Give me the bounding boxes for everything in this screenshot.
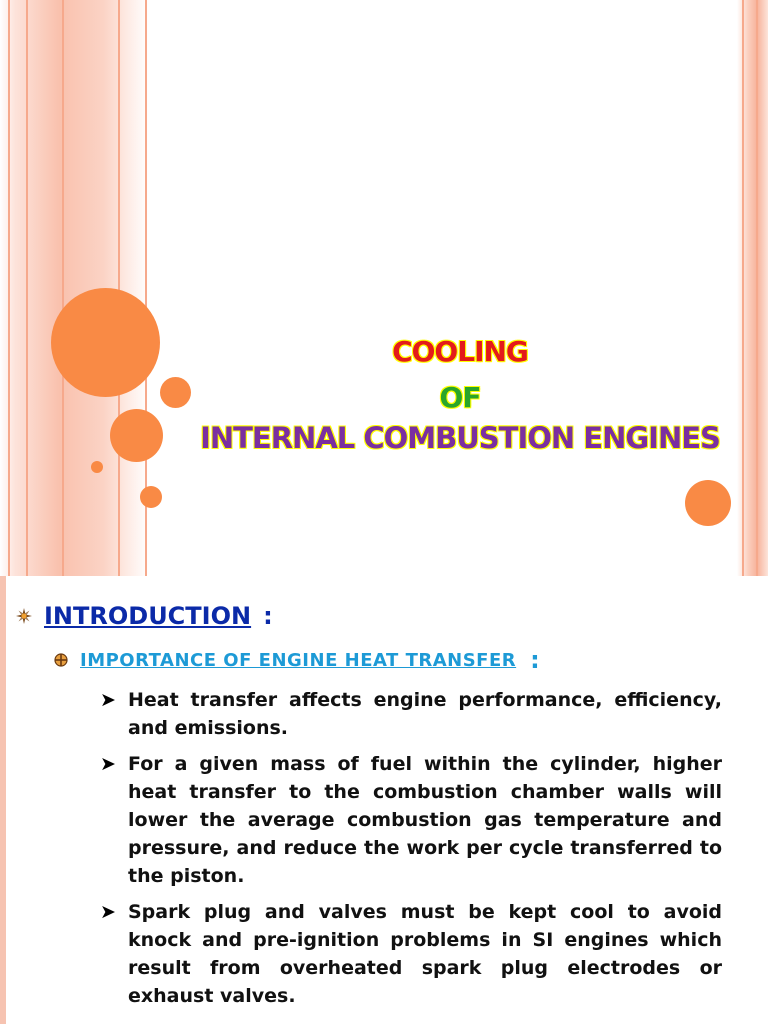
decorative-circle-small bbox=[91, 461, 103, 473]
decorative-circle bbox=[685, 480, 731, 526]
decorative-circle bbox=[110, 409, 163, 462]
introduction-heading bbox=[16, 602, 273, 630]
circle-cross-icon bbox=[54, 653, 68, 667]
decorative-line bbox=[8, 0, 10, 576]
bullet-list bbox=[100, 686, 722, 1018]
decorative-line bbox=[756, 0, 758, 576]
list-item-text: For a given mass of fuel within the cylinder, higher heat transfer to the combustion chamber walls will lower the average combustion gas temperature and pressure, and reduce the work per cycle transferred to the piston. bbox=[128, 753, 722, 887]
arrow-right-icon: ➤ bbox=[100, 753, 116, 775]
decorative-line bbox=[62, 0, 64, 576]
title-line-of: OF bbox=[439, 381, 481, 414]
list-item-text: Heat transfer affects engine performance, efficiency, and emissions. bbox=[128, 689, 722, 739]
heading-text: INTRODUCTION bbox=[44, 602, 252, 630]
list-item bbox=[100, 750, 722, 890]
subheading-text: IMPORTANCE OF ENGINE HEAT TRANSFER bbox=[80, 649, 517, 671]
arrow-right-icon: ➤ bbox=[100, 689, 116, 711]
title-line-cooling: COOLING bbox=[392, 335, 528, 368]
arrow-right-icon: ➤ bbox=[100, 901, 116, 923]
content-slide bbox=[0, 576, 768, 1024]
importance-subheading bbox=[54, 646, 540, 674]
heading-colon: : bbox=[263, 602, 273, 630]
decorative-circle bbox=[140, 486, 162, 508]
list-item bbox=[100, 898, 722, 1010]
left-decorative-stripes bbox=[0, 0, 148, 576]
slide-title bbox=[160, 335, 760, 455]
decorative-line bbox=[118, 0, 120, 576]
ornate-star-icon bbox=[16, 608, 32, 624]
decorative-line bbox=[742, 0, 744, 576]
title-line-engines: INTERNAL COMBUSTION ENGINES bbox=[200, 421, 720, 455]
decorative-line bbox=[26, 0, 28, 576]
left-edge-stripe bbox=[0, 576, 6, 1024]
list-item-text: Spark plug and valves must be kept cool to avoid knock and pre-ignition problems in SI engines which result from overheated spark plug electrodes or exhaust valves. bbox=[128, 901, 722, 1007]
list-item bbox=[100, 686, 722, 742]
decorative-circle-large bbox=[51, 288, 160, 397]
subheading-colon: : bbox=[530, 646, 540, 674]
